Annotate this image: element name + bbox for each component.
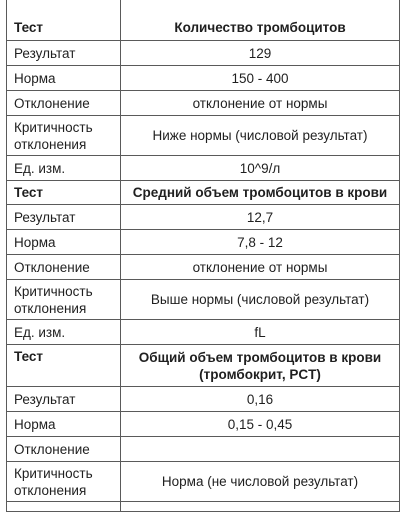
unit-value: fL (121, 320, 400, 345)
test-header-row (7, 181, 400, 205)
test-name: Общий объем тромбоцитов в крови (тромбокрит, PCT) (121, 345, 400, 387)
deviation-value (121, 437, 400, 462)
norm-row (7, 412, 400, 437)
criticality-value: Ниже нормы (числовой результат) (121, 116, 400, 156)
result-value: 129 (121, 41, 400, 66)
criticality-label: Критичность отклонения (7, 462, 121, 502)
norm-label: Норма (7, 66, 121, 91)
norm-row (7, 230, 400, 255)
criticality-label: Критичность отклонения (7, 280, 121, 320)
deviation-label: Отклонение (7, 91, 121, 116)
norm-label: Норма (7, 412, 121, 437)
deviation-label: Отклонение (7, 437, 121, 462)
deviation-label: Отклонение (7, 255, 121, 280)
deviation-value: отклонение от нормы (121, 91, 400, 116)
result-row (7, 41, 400, 66)
criticality-value: Выше нормы (числовой результат) (121, 280, 400, 320)
unit-label: Ед. изм. (7, 320, 121, 345)
unit-row (7, 320, 400, 345)
norm-label: Норма (7, 230, 121, 255)
deviation-row (7, 437, 400, 462)
deviation-row (7, 91, 400, 116)
unit-label (7, 502, 121, 512)
result-row (7, 205, 400, 230)
result-label: Результат (7, 205, 121, 230)
result-label: Результат (7, 41, 121, 66)
unit-value: 10^9/л (121, 156, 400, 181)
unit-value (121, 502, 400, 512)
norm-value: 0,15 - 0,45 (121, 412, 400, 437)
unit-row (7, 502, 400, 512)
result-label: Результат (7, 387, 121, 412)
unit-label: Ед. изм. (7, 156, 121, 181)
result-value: 12,7 (121, 205, 400, 230)
criticality-value: Норма (не числовой результат) (121, 462, 400, 502)
test-header-label: Тест (7, 0, 121, 41)
lab-results-table (6, 0, 400, 512)
unit-row (7, 156, 400, 181)
test-header-row (7, 0, 400, 41)
criticality-row (7, 280, 400, 320)
test-name: Средний объем тромбоцитов в крови (121, 181, 400, 205)
test-header-row (7, 345, 400, 387)
result-value: 0,16 (121, 387, 400, 412)
deviation-row (7, 255, 400, 280)
deviation-value: отклонение от нормы (121, 255, 400, 280)
norm-row (7, 66, 400, 91)
test-name: Количество тромбоцитов (121, 0, 400, 41)
test-header-label: Тест (7, 345, 121, 387)
norm-value: 150 - 400 (121, 66, 400, 91)
norm-value: 7,8 - 12 (121, 230, 400, 255)
criticality-label: Критичность отклонения (7, 116, 121, 156)
criticality-row (7, 462, 400, 502)
test-header-label: Тест (7, 181, 121, 205)
criticality-row (7, 116, 400, 156)
result-row (7, 387, 400, 412)
